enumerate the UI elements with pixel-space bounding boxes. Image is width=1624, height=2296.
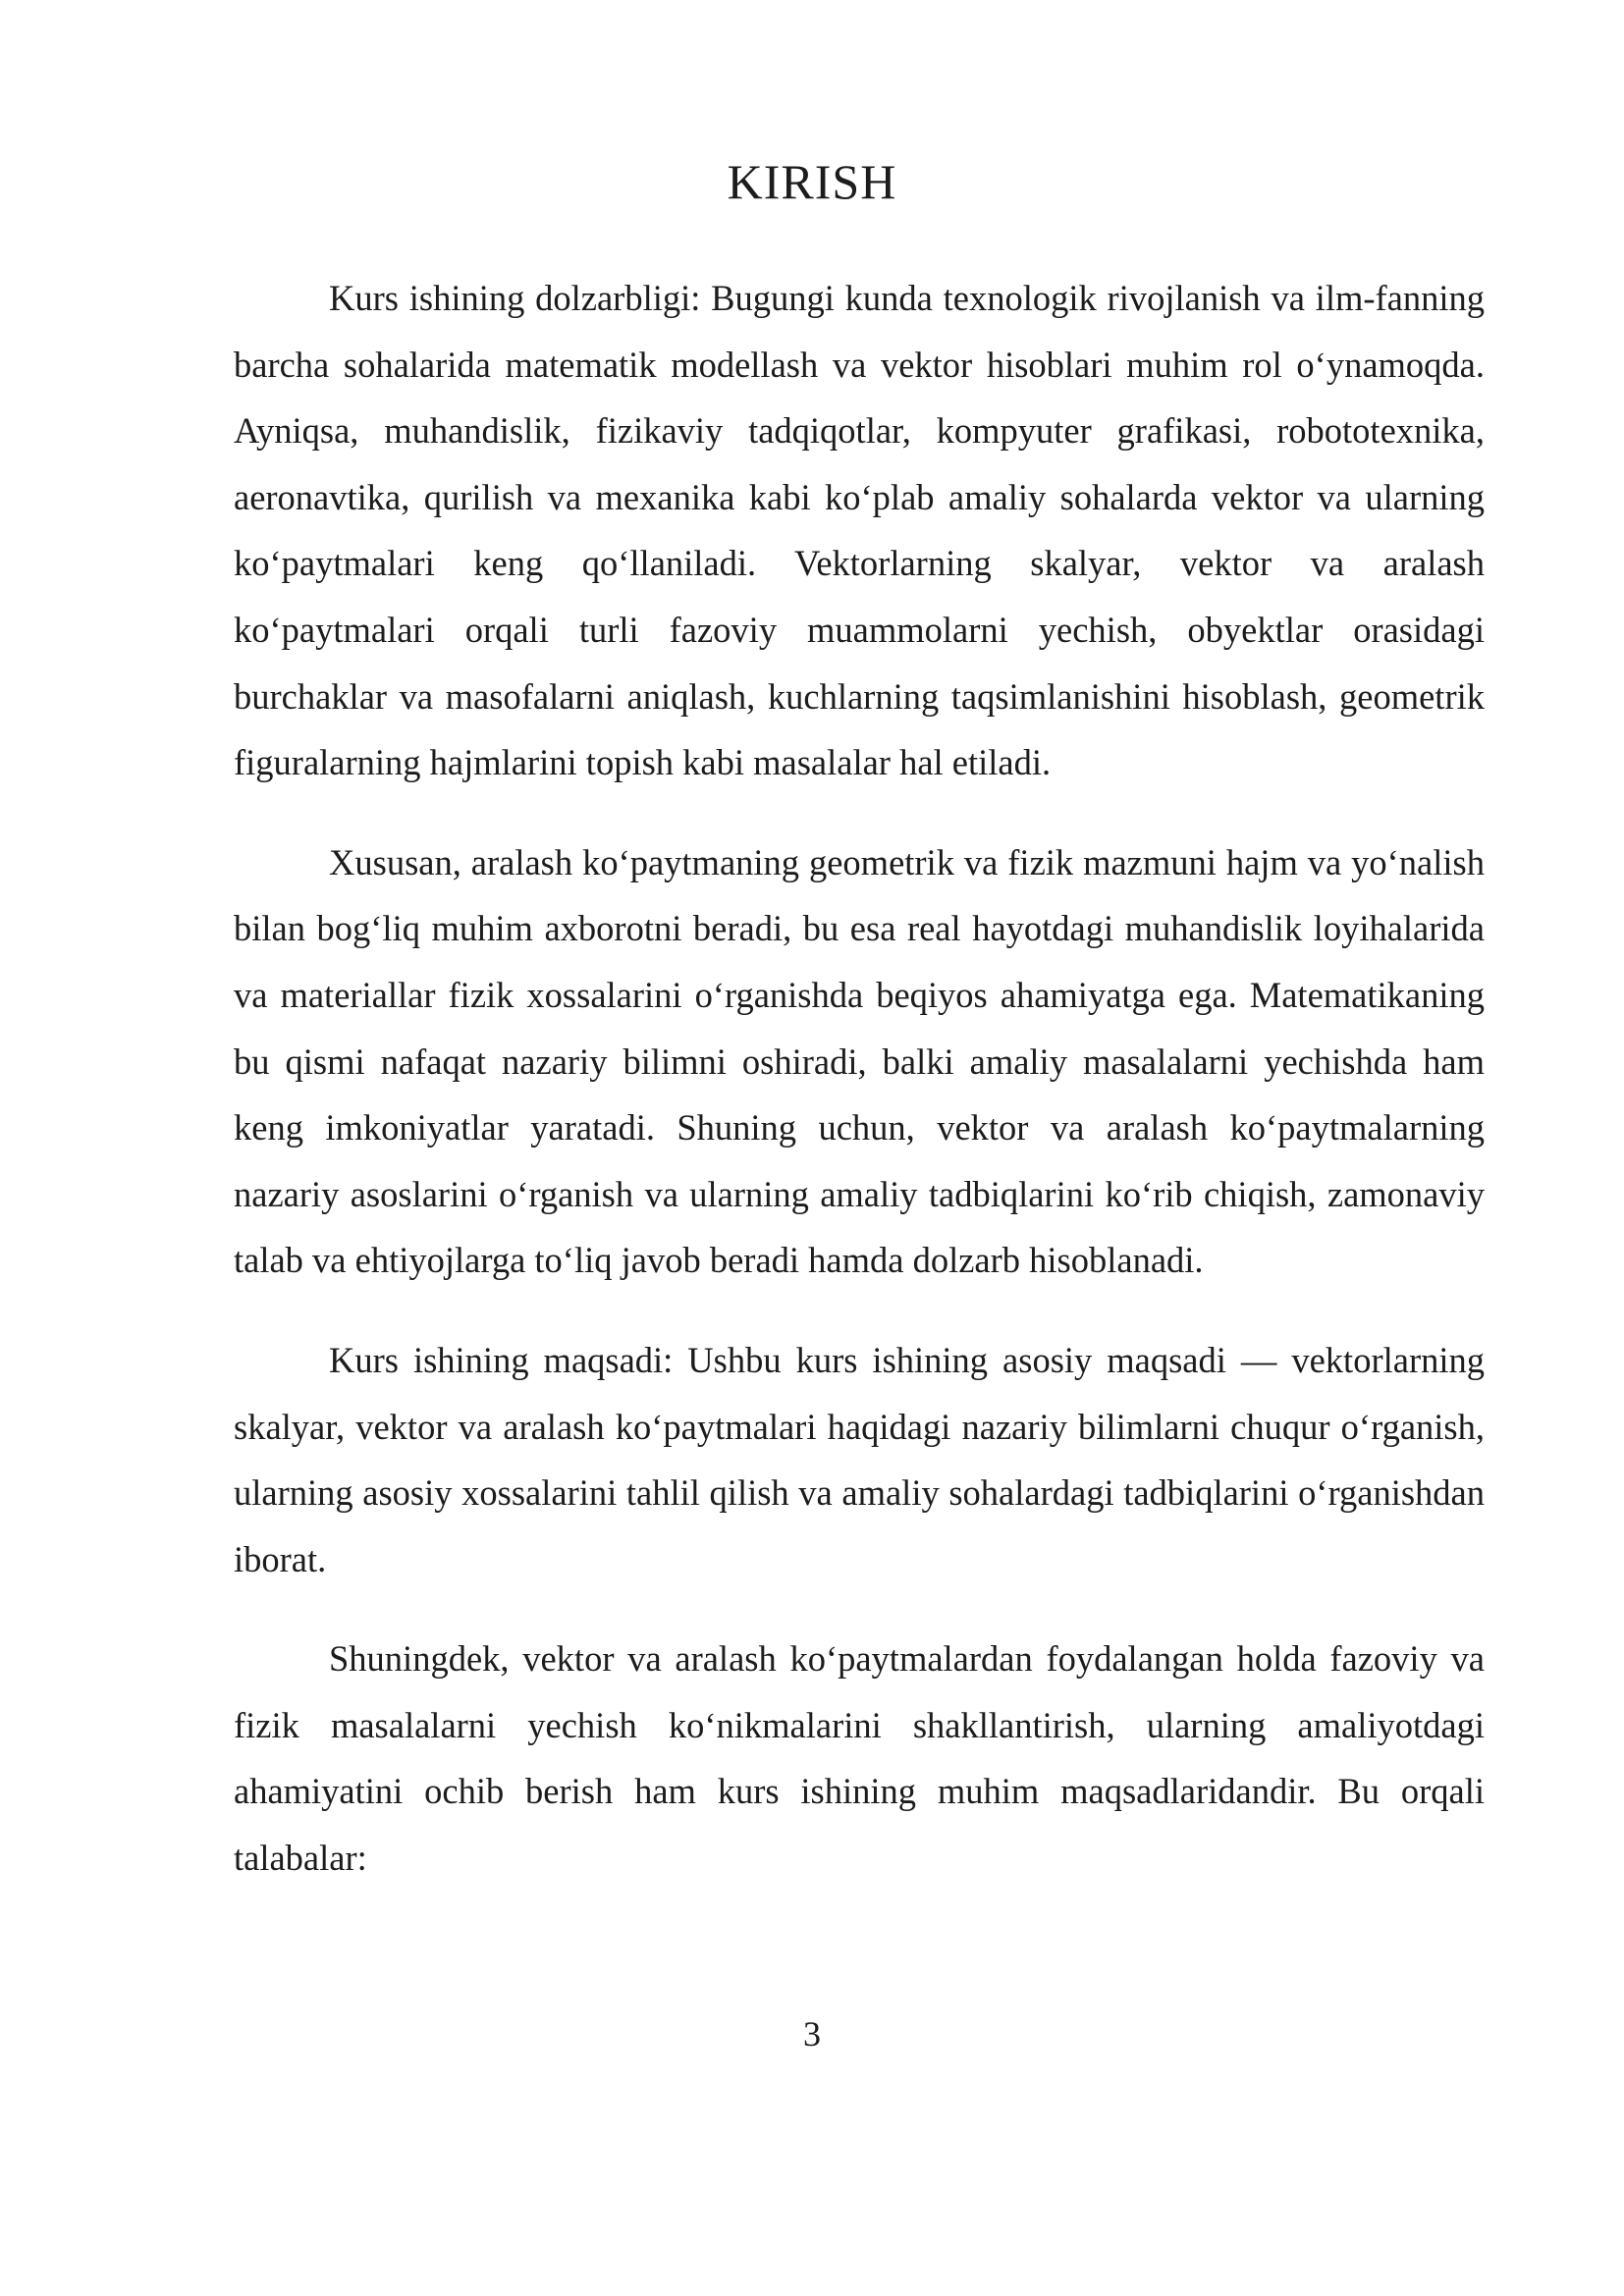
page-heading: KIRISH [727,154,897,209]
paragraph-goal: Kurs ishining maqsadi: Ushbu kurs ishining asosiy maqsadi — vektorlarning skalyar, vektor va aralash ko‘paytmalari haqidagi nazariy bilimlarni chuqur o‘rganish, ularning asosiy xossalarini tahlil qilish va amaliy sohalardagi tadbiqlarini o‘rganishdan iborat. [234,1339,1485,1579]
paragraph-mixed-product: Xususan, aralash ko‘paytmaning geometrik va fizik mazmuni hajm va yo‘nalish bilan bog‘liq muhim axborotni beradi, bu esa real hayotdagi muhandislik loyihalarida va materiallar fizik xossalarini o‘rganishda beqiyos ahamiyatga ega. Matematikaning bu qismi nafaqat nazariy bilimni oshiradi, balki amaliy masalalarni yechishda ham keng imkoniyatlar yaratadi. Shuning uchun, vektor va aralash ko‘paytmalarning nazariy asoslarini o‘rganish va ularning amaliy tadbiqlarini ko‘rib chiqish, zamonaviy talab va ehtiyojlarga to‘liq javob beradi hamda dolzarb hisoblanadi. [234,841,1485,1281]
body-text [234,265,1485,1892]
page-number: 3 [803,2014,821,2054]
paragraph-relevance: Kurs ishining dolzarbligi: Bugungi kunda texnologik rivojlanish va ilm-fanning barcha sohalarida matematik modellash va vektor hisoblari muhim rol o‘ynamoqda. Ayniqsa, muhandislik, fizikaviy tadqiqotlar, kompyuter grafikasi, robototexnika, aeronavtika, qurilish va mexanika kabi ko‘plab amaliy sohalarda vektor va ularning ko‘paytmalari keng qo‘llaniladi. Vektorlarning skalyar, vektor va aralash ko‘paytmalari orqali turli fazoviy muammolarni yechish, obyektlar orasidagi burchaklar va masofalarni aniqlash, kuchlarning taqsimlanishini hisoblash, geometrik figuralarning hajmlarini topish kabi masalalar hal etiladi. [234,278,1485,783]
paragraph-skills: Shuningdek, vektor va aralash ko‘paytmalardan foydalangan holda fazoviy va fizik masalalarni yechish ko‘nikmalarini shakllantirish, ularning amaliyotdagi ahamiyatini ochib berish ham kurs ishining muhim maqsadlaridandir. Bu orqali talabalar: [234,1638,1485,1879]
